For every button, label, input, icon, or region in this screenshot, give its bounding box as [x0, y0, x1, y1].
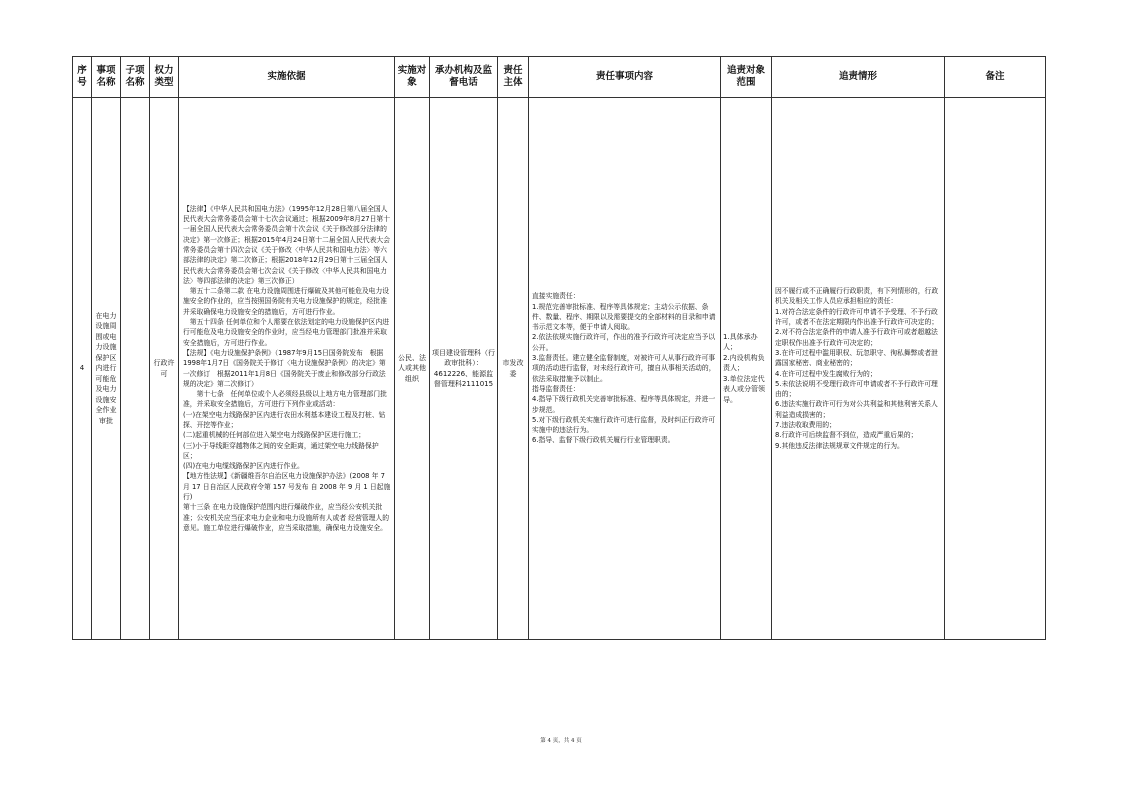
- scenario-line: 6.违法实施行政许可行为对公共利益和其他利害关系人利益造成损害的；: [775, 400, 938, 419]
- cell-power-type: 行政许可: [150, 98, 179, 640]
- cell-target: 公民、法人或其他组织: [395, 98, 430, 640]
- scenario-line: 4.在许可过程中发生腐败行为的；: [775, 369, 877, 378]
- basis-paragraph: (二)起重机械的任何部位进入架空电力线路保护区进行施工；: [183, 431, 366, 440]
- basis-paragraph: (四)在电力电缆线路保护区内进行作业。: [183, 462, 304, 471]
- basis-paragraph: (三)小于导线距穿越物体之间的安全距离，通过架空电力线路保护区；: [183, 441, 379, 460]
- header-basis: 实施依据: [179, 57, 395, 98]
- scenario-line: 3.在许可过程中滥用职权、玩忽职守、徇私舞弊或者泄露国家秘密、商业秘密的；: [775, 348, 938, 368]
- scope-line: 3.单位法定代表人或分管领导。: [723, 374, 765, 404]
- scenario-line: 因不履行或不正确履行行政职责，有下列情形的，行政机关及相关工作人员应承担相应的责任：: [775, 287, 939, 306]
- page-footer: 第 4 页，共 4 页: [540, 738, 582, 744]
- duty-line: 3.监督责任。建立健全监督制度，对被许可人从事行政许可事项的活动进行监督，对未经行政许可，擅自从事相关活动的，依法采取措施予以制止。: [532, 354, 716, 383]
- basis-paragraph: 【法规】《电力设施保护条例》（1987年9月15日国务院发布 根据1998年1月7日《国务院关于修订〈电力设施保护条例〉的决定》第一次修订 根据2011年1月8日《国务院关于废止和修改部分行政法规的决定》第二次修订）: [183, 348, 386, 388]
- duty-line: 4.指导下级行政机关完善审批标准、程序等具体规定，并进一步规范。: [532, 395, 716, 414]
- header-scope: 追责对象范围: [721, 57, 772, 98]
- header-seq: 序号: [73, 57, 92, 98]
- responsibility-table: [72, 56, 1046, 640]
- basis-paragraph: 【法律】《中华人民共和国电力法》（1995年12月28日第八届全国人民代表大会常务委员会第十七次会议通过；根据2009年8月27日第十一届全国人民代表大会常务委员会第十次会议《关于修改部分法律的决定》第一次修正；根据2015年4月24日第十二届全国人民代表大会常务委员会第十四次会议《关于修改〈中华人民共和国电力法〉等六部法律的决定》第二次修正；根据2018年12月29日第十三届全国人民代表大会常务委员会第七次会议《关于修改〈中华人民共和国电力法〉等四部法律的决定》第三次修正）: [183, 204, 390, 285]
- basis-paragraph: 第五十四条 任何单位和个人需要在依法划定的电力设施保护区内进行可能危及电力设施安全的作业时，应当经电力管理部门批准并采取安全措施后，方可进行作业。: [183, 318, 390, 347]
- basis-paragraph: 第五十二条第二款 在电力设施周围进行爆破及其他可能危及电力设施安全的作业的，应当按照国务院有关电力设施保护的规定，经批准并采取确保电力设施安全的措施后，方可进行作业。: [183, 287, 390, 316]
- scenario-line: 5.未依法说明不受理行政许可申请或者不予行政许可理由的；: [775, 379, 938, 399]
- scenario-line: 8.行政许可后续监督不到位，造成严重后果的；: [775, 431, 918, 440]
- cell-agency: 项目建设管理科（行政审批科）：4612226、能源监督管理科2111015: [430, 98, 498, 640]
- header-agency: 承办机构及监督电话: [430, 57, 498, 98]
- scope-line: 2.内设机构负责人；: [723, 353, 765, 373]
- header-duty: 责任事项内容: [529, 57, 721, 98]
- cell-remark: [945, 98, 1046, 640]
- duty-line: 2.依法依规实施行政许可，作出的准予行政许可决定应当予以公开。: [532, 333, 716, 352]
- basis-paragraph: 第十三条 在电力设施保护范围内进行爆破作业，应当经公安机关批准；公安机关应当征求电力企业和电力设施所有人或者 经营管理人的意见。施工单位进行爆破作业，应当采取措施，确保电力设施安全。: [183, 503, 390, 532]
- cell-seq: 4: [73, 98, 92, 640]
- header-subject: 责任主体: [498, 57, 529, 98]
- cell-scenario: [772, 98, 945, 640]
- cell-scope: [721, 98, 772, 640]
- cell-basis: [179, 98, 395, 640]
- duty-line: 直接实施责任：: [532, 292, 580, 301]
- header-row: [73, 57, 1046, 98]
- cell-duty: [529, 98, 721, 640]
- header-remark: 备注: [945, 57, 1046, 98]
- duty-line: 5.对下级行政机关实施行政许可进行监督，及时纠正行政许可实施中的违法行为。: [532, 415, 716, 435]
- header-scenario: 追责情形: [772, 57, 945, 98]
- basis-paragraph: (一)在架空电力线路保护区内进行农田水利基本建设工程及打桩、钻探、开挖等作业；: [183, 410, 386, 429]
- table-row: [73, 98, 1046, 640]
- basis-paragraph: 【地方性法规】《新疆维吾尔自治区电力设施保护办法》(2008 年 7 月 17 日自治区人民政府令第 157 号发布 自 2008 年 9 月 1 日起施行): [183, 472, 391, 502]
- cell-subject: 市发改委: [498, 98, 529, 640]
- header-subitem: 子项名称: [121, 57, 150, 98]
- duty-line: 6.指导、监督下级行政机关履行行业管理职责。: [532, 436, 675, 445]
- scope-line: 1.具体承办人；: [723, 332, 758, 352]
- basis-paragraph: 第十七条 任何单位或个人必须经县级以上地方电力管理部门批准，并采取安全措施后，方可进行下列作业或活动：: [183, 390, 387, 409]
- header-item: 事项名称: [92, 57, 121, 98]
- duty-line: 指导监督责任：: [532, 384, 580, 393]
- header-power-type: 权力类型: [150, 57, 179, 98]
- duty-line: 1.规范完善审批标准、程序等具体规定；主动公示依据、条件、数量、程序、期限以及需要提交的全部材料的目录和申请书示范文本等，便于申请人阅取。: [532, 302, 716, 332]
- scenario-line: 2.对不符合法定条件的申请人准予行政许可或者超越法定职权作出准予行政许可决定的；: [775, 328, 938, 347]
- header-target: 实施对象: [395, 57, 430, 98]
- scenario-line: 1.对符合法定条件的行政许可申请不予受理、不予行政许可，或者不在法定期限内作出准予行政许可决定的；: [775, 307, 939, 327]
- cell-item: 在电力设施周围或电力设施保护区内进行可能危及电力设施安全作业审批: [92, 98, 121, 640]
- scenario-line: 9.其他违反法律法规规章文件规定的行为。: [775, 441, 904, 450]
- cell-subitem: [121, 98, 150, 640]
- scenario-line: 7.违法收取费用的；: [775, 420, 836, 429]
